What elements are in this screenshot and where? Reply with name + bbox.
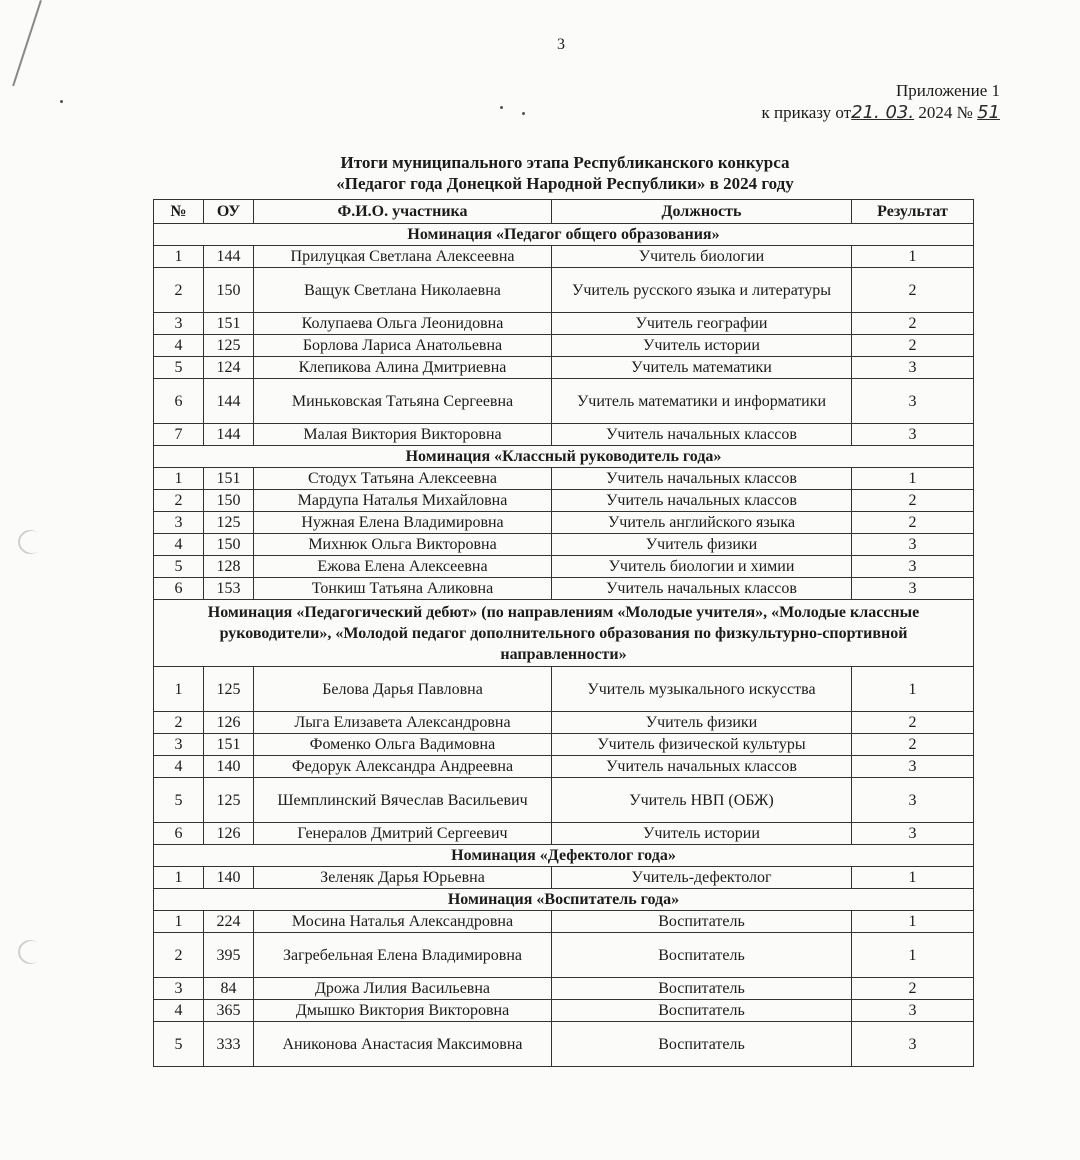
punch-hole-mark (13, 525, 47, 559)
school-number: 126 (204, 823, 254, 845)
participant-position: Учитель истории (552, 823, 852, 845)
row-number: 5 (154, 778, 204, 823)
table-row (154, 823, 974, 845)
participant-result: 3 (852, 823, 974, 845)
document-title (150, 152, 980, 194)
row-number: 4 (154, 335, 204, 357)
table-row (154, 867, 974, 889)
table-row (154, 1022, 974, 1067)
order-prefix: к приказу от (761, 103, 852, 122)
participant-name: Михнюк Ольга Викторовна (254, 534, 552, 556)
table-row (154, 490, 974, 512)
table-row (154, 556, 974, 578)
order-number-handwritten: 51 (977, 102, 1000, 123)
participant-position: Учитель биологии (552, 246, 852, 268)
row-number: 1 (154, 667, 204, 712)
participant-name: Фоменко Ольга Вадимовна (254, 734, 552, 756)
table-row (154, 534, 974, 556)
school-number: 140 (204, 867, 254, 889)
participant-position: Учитель русского языка и литературы (552, 268, 852, 313)
row-number: 1 (154, 246, 204, 268)
table-row (154, 778, 974, 823)
participant-name: Аниконова Анастасия Максимовна (254, 1022, 552, 1067)
table-row (154, 911, 974, 933)
row-number: 1 (154, 468, 204, 490)
participant-name: Нужная Елена Владимировна (254, 512, 552, 534)
participant-position: Учитель математики и информатики (552, 379, 852, 424)
row-number: 2 (154, 933, 204, 978)
participant-name: Борлова Лариса Анатольевна (254, 335, 552, 357)
school-number: 126 (204, 712, 254, 734)
participant-position: Воспитатель (552, 1022, 852, 1067)
table-row (154, 268, 974, 313)
participant-result: 1 (852, 867, 974, 889)
participant-result: 3 (852, 379, 974, 424)
participant-name: Загребельная Елена Владимировна (254, 933, 552, 978)
nomination-title: Номинация «Воспитатель года» (154, 889, 974, 911)
school-number: 144 (204, 379, 254, 424)
participant-position: Учитель математики (552, 357, 852, 379)
participant-result: 2 (852, 512, 974, 534)
row-number: 4 (154, 1000, 204, 1022)
participant-name: Федорук Александра Андреевна (254, 756, 552, 778)
participant-result: 3 (852, 424, 974, 446)
row-number: 6 (154, 379, 204, 424)
participant-position: Учитель английского языка (552, 512, 852, 534)
school-number: 125 (204, 667, 254, 712)
school-number: 150 (204, 268, 254, 313)
participant-result: 1 (852, 933, 974, 978)
row-number: 3 (154, 978, 204, 1000)
nomination-title: Номинация «Педагог общего образования» (154, 224, 974, 246)
row-number: 3 (154, 512, 204, 534)
scan-speck (60, 100, 63, 103)
participant-result: 3 (852, 1022, 974, 1067)
participant-name: Миньковская Татьяна Сергеевна (254, 379, 552, 424)
participant-name: Мосина Наталья Александровна (254, 911, 552, 933)
row-number: 2 (154, 712, 204, 734)
table-row (154, 578, 974, 600)
nomination-title: Номинация «Дефектолог года» (154, 845, 974, 867)
participant-name: Дмышко Виктория Викторовна (254, 1000, 552, 1022)
participant-position: Учитель физики (552, 534, 852, 556)
school-number: 84 (204, 978, 254, 1000)
participant-position: Учитель НВП (ОБЖ) (552, 778, 852, 823)
participant-result: 2 (852, 490, 974, 512)
participant-result: 2 (852, 734, 974, 756)
header-result: Результат (852, 200, 974, 224)
school-number: 125 (204, 512, 254, 534)
participant-result: 2 (852, 978, 974, 1000)
school-number: 150 (204, 534, 254, 556)
row-number: 5 (154, 357, 204, 379)
table-row (154, 667, 974, 712)
row-number: 1 (154, 911, 204, 933)
nomination-row (154, 889, 974, 911)
participant-result: 3 (852, 578, 974, 600)
title-line-1: Итоги муниципального этапа Республиканского конкурса (340, 153, 790, 172)
participant-result: 2 (852, 712, 974, 734)
table-row (154, 357, 974, 379)
page-number: 3 (557, 36, 565, 53)
row-number: 7 (154, 424, 204, 446)
participant-result: 1 (852, 246, 974, 268)
participant-result: 3 (852, 357, 974, 379)
participant-position: Учитель начальных классов (552, 756, 852, 778)
header-school: ОУ (204, 200, 254, 224)
participant-name: Лыга Елизавета Александровна (254, 712, 552, 734)
participant-result: 2 (852, 335, 974, 357)
participant-result: 3 (852, 534, 974, 556)
table-row (154, 712, 974, 734)
table-row (154, 468, 974, 490)
order-year: 2024 № (914, 103, 978, 122)
participant-name: Тонкиш Татьяна Аликовна (254, 578, 552, 600)
participant-name: Малая Виктория Викторовна (254, 424, 552, 446)
row-number: 4 (154, 534, 204, 556)
nomination-title: Номинация «Классный руководитель года» (154, 446, 974, 468)
participant-result: 2 (852, 313, 974, 335)
participant-name: Колупаева Ольга Леонидовна (254, 313, 552, 335)
participant-result: 3 (852, 778, 974, 823)
table-body (154, 224, 974, 1067)
participant-name: Белова Дарья Павловна (254, 667, 552, 712)
participant-result: 1 (852, 667, 974, 712)
row-number: 6 (154, 578, 204, 600)
participant-name: Прилуцкая Светлана Алексеевна (254, 246, 552, 268)
participant-position: Учитель начальных классов (552, 578, 852, 600)
participant-result: 3 (852, 556, 974, 578)
school-number: 395 (204, 933, 254, 978)
title-line-2: «Педагог года Донецкой Народной Республики» в 2024 году (336, 174, 794, 193)
punch-hole-mark (13, 935, 47, 969)
school-number: 224 (204, 911, 254, 933)
nomination-row (154, 446, 974, 468)
participant-position: Учитель начальных классов (552, 424, 852, 446)
school-number: 333 (204, 1022, 254, 1067)
participant-result: 3 (852, 1000, 974, 1022)
appendix-label: Приложение 1 (896, 81, 1000, 100)
participant-position: Воспитатель (552, 978, 852, 1000)
results-table (153, 199, 974, 1067)
table-row (154, 756, 974, 778)
participant-position: Учитель-дефектолог (552, 867, 852, 889)
school-number: 151 (204, 734, 254, 756)
school-number: 140 (204, 756, 254, 778)
school-number: 151 (204, 313, 254, 335)
table-row (154, 335, 974, 357)
participant-position: Учитель физики (552, 712, 852, 734)
school-number: 365 (204, 1000, 254, 1022)
participant-result: 3 (852, 756, 974, 778)
participant-name: Стодух Татьяна Алексеевна (254, 468, 552, 490)
nomination-row (154, 600, 974, 667)
row-number: 5 (154, 1022, 204, 1067)
participant-position: Учитель начальных классов (552, 490, 852, 512)
row-number: 3 (154, 313, 204, 335)
scan-speck (500, 106, 503, 109)
school-number: 125 (204, 778, 254, 823)
participant-name: Ежова Елена Алексеевна (254, 556, 552, 578)
participant-name: Шемплинский Вячеслав Васильевич (254, 778, 552, 823)
participant-position: Учитель физической культуры (552, 734, 852, 756)
row-number: 5 (154, 556, 204, 578)
participant-name: Ващук Светлана Николаевна (254, 268, 552, 313)
row-number: 4 (154, 756, 204, 778)
table-row (154, 978, 974, 1000)
participant-name: Клепикова Алина Дмитриевна (254, 357, 552, 379)
table-row (154, 379, 974, 424)
participant-name: Генералов Дмитрий Сергеевич (254, 823, 552, 845)
school-number: 144 (204, 246, 254, 268)
table-row (154, 313, 974, 335)
participant-position: Учитель музыкального искусства (552, 667, 852, 712)
row-number: 1 (154, 867, 204, 889)
order-date-handwritten: 21. 03. (851, 102, 915, 123)
table-row (154, 246, 974, 268)
school-number: 144 (204, 424, 254, 446)
table-header-row (154, 200, 974, 224)
participant-result: 2 (852, 268, 974, 313)
school-number: 150 (204, 490, 254, 512)
participant-name: Дрожа Лилия Васильевна (254, 978, 552, 1000)
header-position: Должность (552, 200, 852, 224)
scan-speck (522, 112, 525, 115)
table-row (154, 734, 974, 756)
appendix-header (762, 80, 1000, 124)
participant-result: 1 (852, 911, 974, 933)
participant-name: Зеленяк Дарья Юрьевна (254, 867, 552, 889)
header-participant-name: Ф.И.О. участника (254, 200, 552, 224)
participant-position: Учитель истории (552, 335, 852, 357)
header-number: № (154, 200, 204, 224)
table-row (154, 1000, 974, 1022)
row-number: 6 (154, 823, 204, 845)
participant-position: Воспитатель (552, 933, 852, 978)
school-number: 128 (204, 556, 254, 578)
participant-position: Воспитатель (552, 1000, 852, 1022)
nomination-row (154, 845, 974, 867)
row-number: 2 (154, 490, 204, 512)
participant-position: Учитель биологии и химии (552, 556, 852, 578)
participant-position: Учитель географии (552, 313, 852, 335)
school-number: 151 (204, 468, 254, 490)
row-number: 3 (154, 734, 204, 756)
participant-name: Мардупа Наталья Михайловна (254, 490, 552, 512)
table-row (154, 424, 974, 446)
table-row (154, 933, 974, 978)
participant-result: 1 (852, 468, 974, 490)
participant-position: Учитель начальных классов (552, 468, 852, 490)
table-row (154, 512, 974, 534)
participant-position: Воспитатель (552, 911, 852, 933)
school-number: 125 (204, 335, 254, 357)
row-number: 2 (154, 268, 204, 313)
nomination-row (154, 224, 974, 246)
nomination-title: Номинация «Педагогический дебют» (по направлениям «Молодые учителя», «Молодые классные руководители», «Молодой педагог дополнительного образования по физкультурно-спортивной направленности» (154, 600, 974, 667)
school-number: 153 (204, 578, 254, 600)
school-number: 124 (204, 357, 254, 379)
scan-edge-mark (12, 0, 42, 86)
order-reference (762, 102, 1000, 124)
